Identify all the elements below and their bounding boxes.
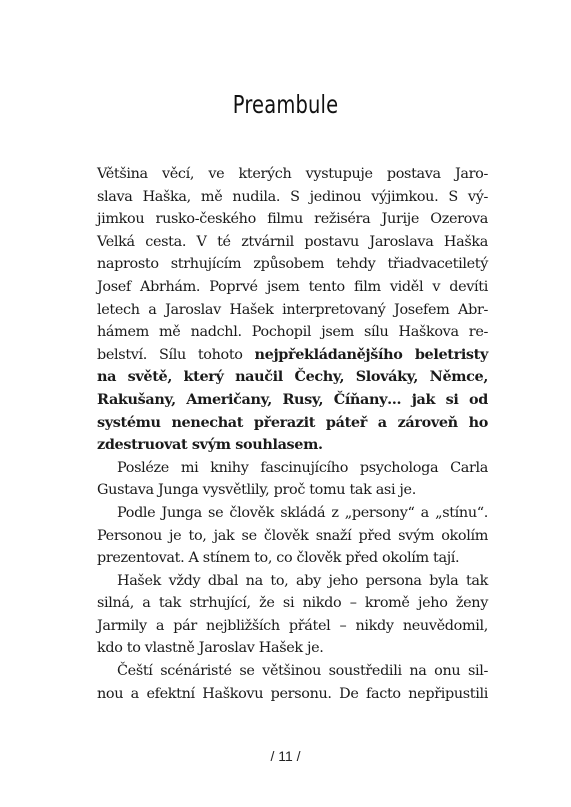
bold-text-run: nejpřekládanějšího beletristy: [254, 345, 488, 363]
text-line: [97, 276, 488, 299]
text-line: [97, 389, 488, 412]
bold-text-run: Rakušany, Američany, Rusy, Číňany… jak si od: [97, 390, 488, 408]
text-line: [97, 502, 488, 525]
text-run: Podle Junga se člověk skládá z „persony“ a „stínu“.: [117, 504, 488, 521]
text-run: kdo to vlastně Jaroslav Hašek je.: [97, 640, 324, 657]
text-run: Hašek vždy dbal na to, aby jeho persona byla tak: [117, 572, 488, 589]
bold-text-run: systému nenechat přerazit páteř a zároveň ho: [97, 413, 488, 431]
text-run: Jarmily a pár nejbližších přátel – nikdy neuvědomil,: [97, 617, 488, 634]
text-run: belství. Sílu tohoto: [97, 346, 255, 363]
text-run: letech a Jaroslav Hašek interpretovaný Josefem Abr-: [97, 301, 488, 318]
text-run: naprosto strhujícím způsobem tehdy třiadvacetiletý: [97, 256, 488, 273]
text-line: [97, 299, 488, 322]
text-run: hámem mě nadchl. Pochopil jsem sílu Haškova re-: [97, 324, 488, 341]
text-line: [97, 231, 488, 254]
text-line: [97, 186, 488, 209]
text-run: Gustava Junga vysvětlily, proč tomu tak asi je.: [97, 482, 416, 499]
text-line: [97, 163, 488, 186]
text-line: [97, 547, 488, 570]
text-run: Většina věcí, ve kterých vystupuje postava Jaro-: [97, 166, 488, 182]
text-run: Velká cesta. V té ztvárnil postavu Jaroslava Haška: [97, 233, 488, 250]
text-line: [97, 208, 488, 231]
body-text: [97, 163, 488, 705]
text-line: [97, 592, 488, 615]
text-line: [97, 525, 488, 548]
text-line: [97, 412, 488, 435]
text-line: [97, 344, 488, 367]
text-line: [97, 434, 488, 457]
text-line: [97, 321, 488, 344]
text-line: [97, 570, 488, 593]
text-line: [97, 637, 488, 660]
bold-text-run: zdestruovat svým souhlasem.: [97, 436, 323, 454]
text-run: jimkou rusko-českého filmu režiséra Jurije Ozerova: [97, 211, 488, 228]
text-line: [97, 479, 488, 502]
text-run: Personou je to, jak se člověk snaží před svým okolím: [97, 527, 488, 544]
text-line: [97, 660, 488, 683]
text-run: slava Haška, mě nudila. S jedinou výjimkou. S vý-: [97, 188, 488, 205]
text-run: silná, a tak strhující, že si nikdo – kromě jeho ženy: [97, 595, 488, 612]
text-line: [97, 683, 488, 706]
text-run: Čeští scénáristé se většinou soustředili na onu sil-: [117, 663, 488, 680]
text-run: nou a efektní Haškovu personu. De facto nepřipustili: [97, 685, 488, 702]
chapter-title: Preambule: [232, 90, 339, 119]
text-line: [97, 366, 488, 389]
text-line: [97, 457, 488, 480]
bold-text-run: na světě, který naučil Čechy, Slováky, Němce,: [97, 368, 488, 386]
text-line: [97, 615, 488, 638]
text-run: Josef Abrhám. Poprvé jsem tento film viděl v devíti: [97, 278, 488, 295]
page-number: / 11 /: [270, 748, 301, 764]
text-run: Posléze mi knihy fascinujícího psychologa Carla: [117, 459, 488, 476]
text-run: prezentovat. A stínem to, co člověk před okolím tají.: [97, 550, 460, 567]
text-line: [97, 253, 488, 276]
